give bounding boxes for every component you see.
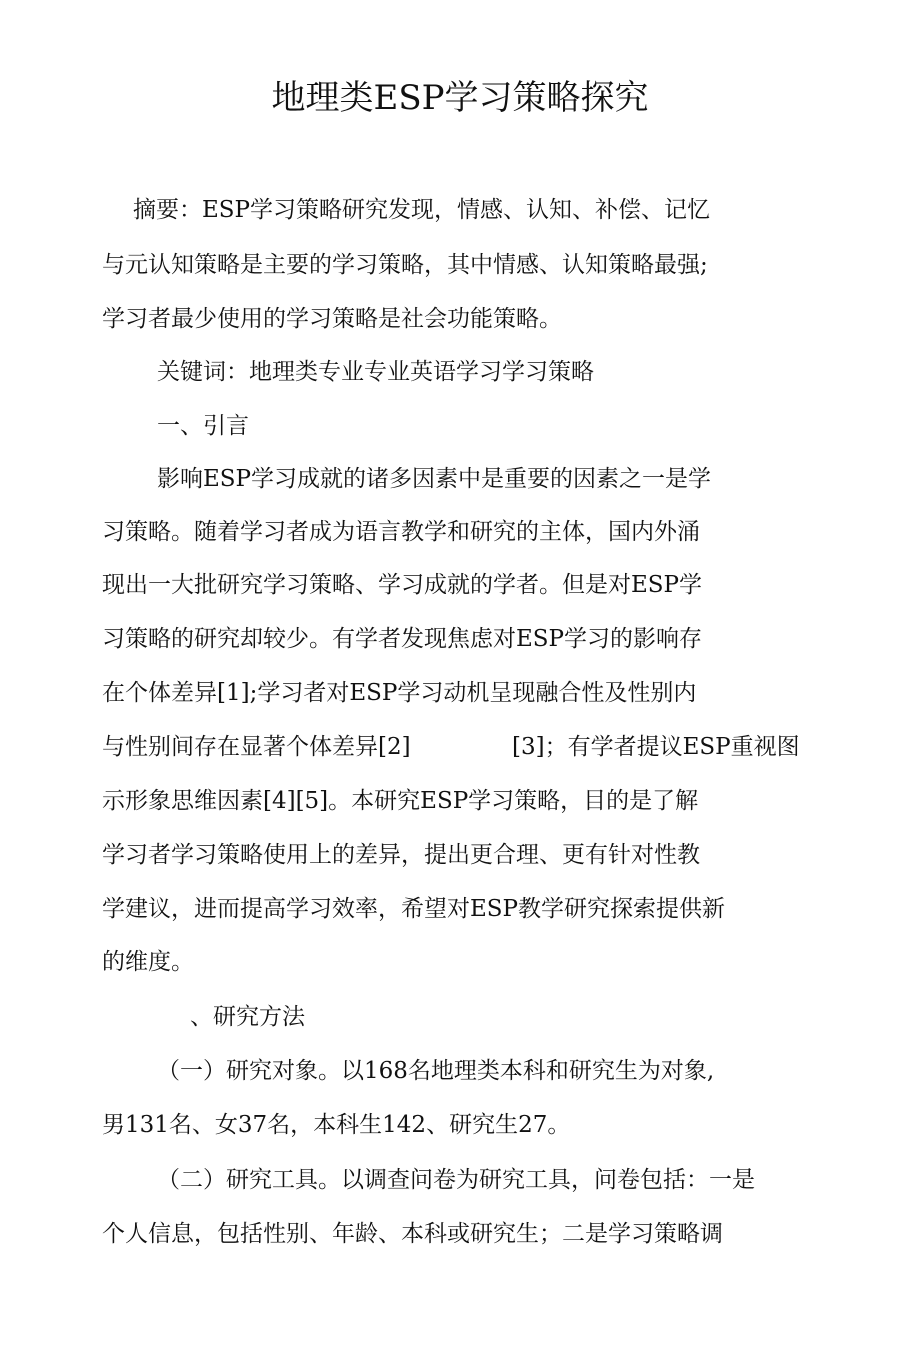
tools-line-2: 个人信息，包括性别、年龄、本科或研究生；二是学习策略调: [102, 1221, 723, 1247]
subjects-line-2: 男131名、女37名，本科生142、研究生27。: [102, 1112, 571, 1138]
abstract-line-3: 学习者最少使用的学习策略是社会功能策略。: [102, 306, 562, 332]
paragraph-line-7: 示形象思维因素[4][5]。本研究ESP学习策略，目的是了解: [102, 788, 699, 814]
subjects-line-1: （一）研究对象。以168名地理类本科和研究生为对象,: [157, 1058, 715, 1084]
section-heading-introduction: 一、引言: [157, 413, 249, 439]
section-heading-methods: 、研究方法: [190, 1004, 305, 1030]
tools-line-1: （二）研究工具。以调查问卷为研究工具，问卷包括：一是: [157, 1167, 755, 1193]
paragraph-line-1: 影响ESP学习成就的诸多因素中是重要的因素之一是学: [157, 466, 712, 492]
paragraph-line-10: 的维度。: [102, 949, 194, 975]
paragraph-line-2: 习策略。随着学习者成为语言教学和研究的主体，国内外涌: [102, 519, 700, 545]
keywords-line: 关键词：地理类专业专业英语学习学习策略: [157, 359, 594, 385]
paragraph-line-6b: [3]；有学者提议ESP重视图: [512, 734, 800, 760]
paragraph-line-4: 习策略的研究却较少。有学者发现焦虑对ESP学习的影响存: [102, 626, 703, 652]
abstract-line-2: 与元认知策略是主要的学习策略，其中情感、认知策略最强;: [102, 252, 708, 278]
paragraph-line-6a: 与性别间存在显著个体差异[2]: [102, 734, 411, 760]
abstract-line-1: 摘要：ESP学习策略研究发现，情感、认知、补偿、记忆: [133, 197, 711, 223]
paragraph-line-3: 现出一大批研究学习策略、学习成就的学者。但是对ESP学: [102, 572, 703, 598]
document-title: 地理类ESP学习策略探究: [271, 78, 649, 118]
paragraph-line-5: 在个体差异[1];学习者对ESP学习动机呈现融合性及性别内: [102, 680, 697, 706]
paragraph-line-9: 学建议，进而提高学习效率，希望对ESP教学研究探索提供新: [102, 896, 726, 922]
paragraph-line-8: 学习者学习策略使用上的差异，提出更合理、更有针对性教: [102, 842, 700, 868]
